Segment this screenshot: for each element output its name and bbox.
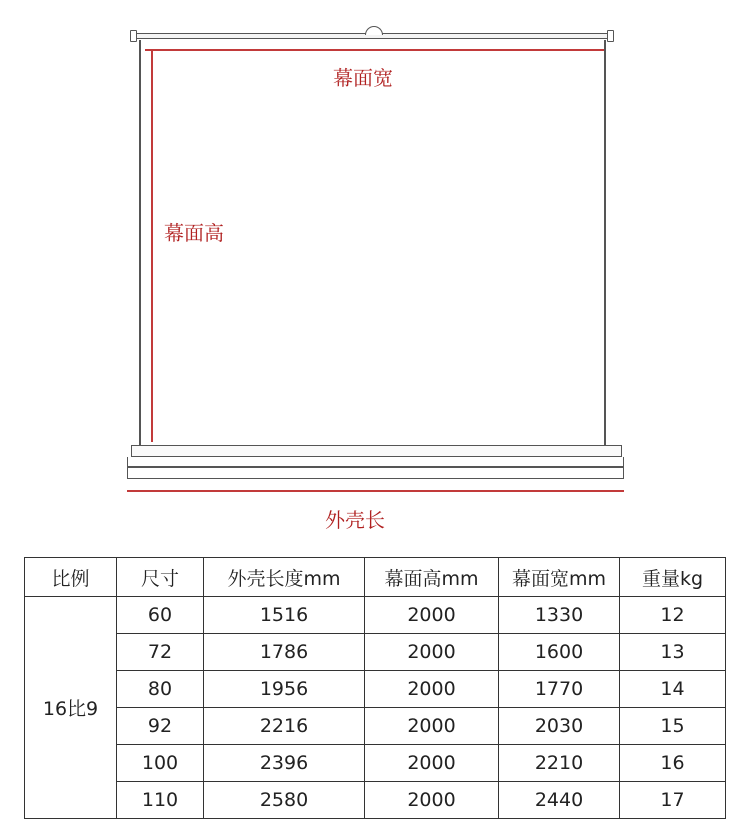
left-end-cap	[130, 30, 137, 42]
size-cell: 110	[117, 782, 204, 819]
header-ratio: 比例	[25, 558, 117, 597]
screen-height-cell: 2000	[365, 597, 499, 634]
screen-width-indicator	[145, 49, 604, 51]
header-screen-width: 幕面宽mm	[499, 558, 620, 597]
housing-length-indicator	[127, 490, 624, 492]
size-cell: 92	[117, 708, 204, 745]
screen-width-cell: 2210	[499, 745, 620, 782]
hanging-knob	[365, 26, 383, 35]
screen-height-cell: 2000	[365, 708, 499, 745]
header-weight: 重量kg	[620, 558, 726, 597]
screen-width-cell: 2030	[499, 708, 620, 745]
screen-width-cell: 2440	[499, 782, 620, 819]
housing-length-cell: 2216	[204, 708, 365, 745]
housing-length-cell: 1956	[204, 671, 365, 708]
table-row	[25, 745, 726, 782]
screen-width-label: 幕面宽	[333, 66, 393, 90]
header-screen-height: 幕面高mm	[365, 558, 499, 597]
housing-length-cell: 2580	[204, 782, 365, 819]
housing-length-cell: 1786	[204, 634, 365, 671]
right-end-cap	[607, 30, 614, 42]
screen-height-indicator	[151, 49, 153, 442]
screen-width-cell: 1330	[499, 597, 620, 634]
housing-length-label: 外壳长	[325, 508, 385, 532]
weight-cell: 12	[620, 597, 726, 634]
housing-top	[131, 445, 622, 457]
table-row	[25, 597, 726, 634]
header-size: 尺寸	[117, 558, 204, 597]
size-cell: 72	[117, 634, 204, 671]
ratio-cell: 16比9	[25, 597, 117, 819]
header-housing-length: 外壳长度mm	[204, 558, 365, 597]
screen-width-cell: 1600	[499, 634, 620, 671]
housing-length-cell: 2396	[204, 745, 365, 782]
table-row	[25, 708, 726, 745]
table-row	[25, 782, 726, 819]
weight-cell: 17	[620, 782, 726, 819]
size-cell: 80	[117, 671, 204, 708]
table-header-row	[25, 558, 726, 597]
spec-table	[24, 557, 726, 819]
weight-cell: 16	[620, 745, 726, 782]
table-row	[25, 634, 726, 671]
housing-middle	[127, 457, 624, 467]
table-row	[25, 671, 726, 708]
screen-height-cell: 2000	[365, 782, 499, 819]
weight-cell: 15	[620, 708, 726, 745]
screen-height-cell: 2000	[365, 745, 499, 782]
screen-height-label: 幕面高	[164, 221, 224, 245]
size-cell: 100	[117, 745, 204, 782]
screen-width-cell: 1770	[499, 671, 620, 708]
screen-height-cell: 2000	[365, 671, 499, 708]
weight-cell: 13	[620, 634, 726, 671]
size-cell: 60	[117, 597, 204, 634]
screen-height-cell: 2000	[365, 634, 499, 671]
housing-length-cell: 1516	[204, 597, 365, 634]
weight-cell: 14	[620, 671, 726, 708]
housing-bottom	[127, 467, 624, 479]
